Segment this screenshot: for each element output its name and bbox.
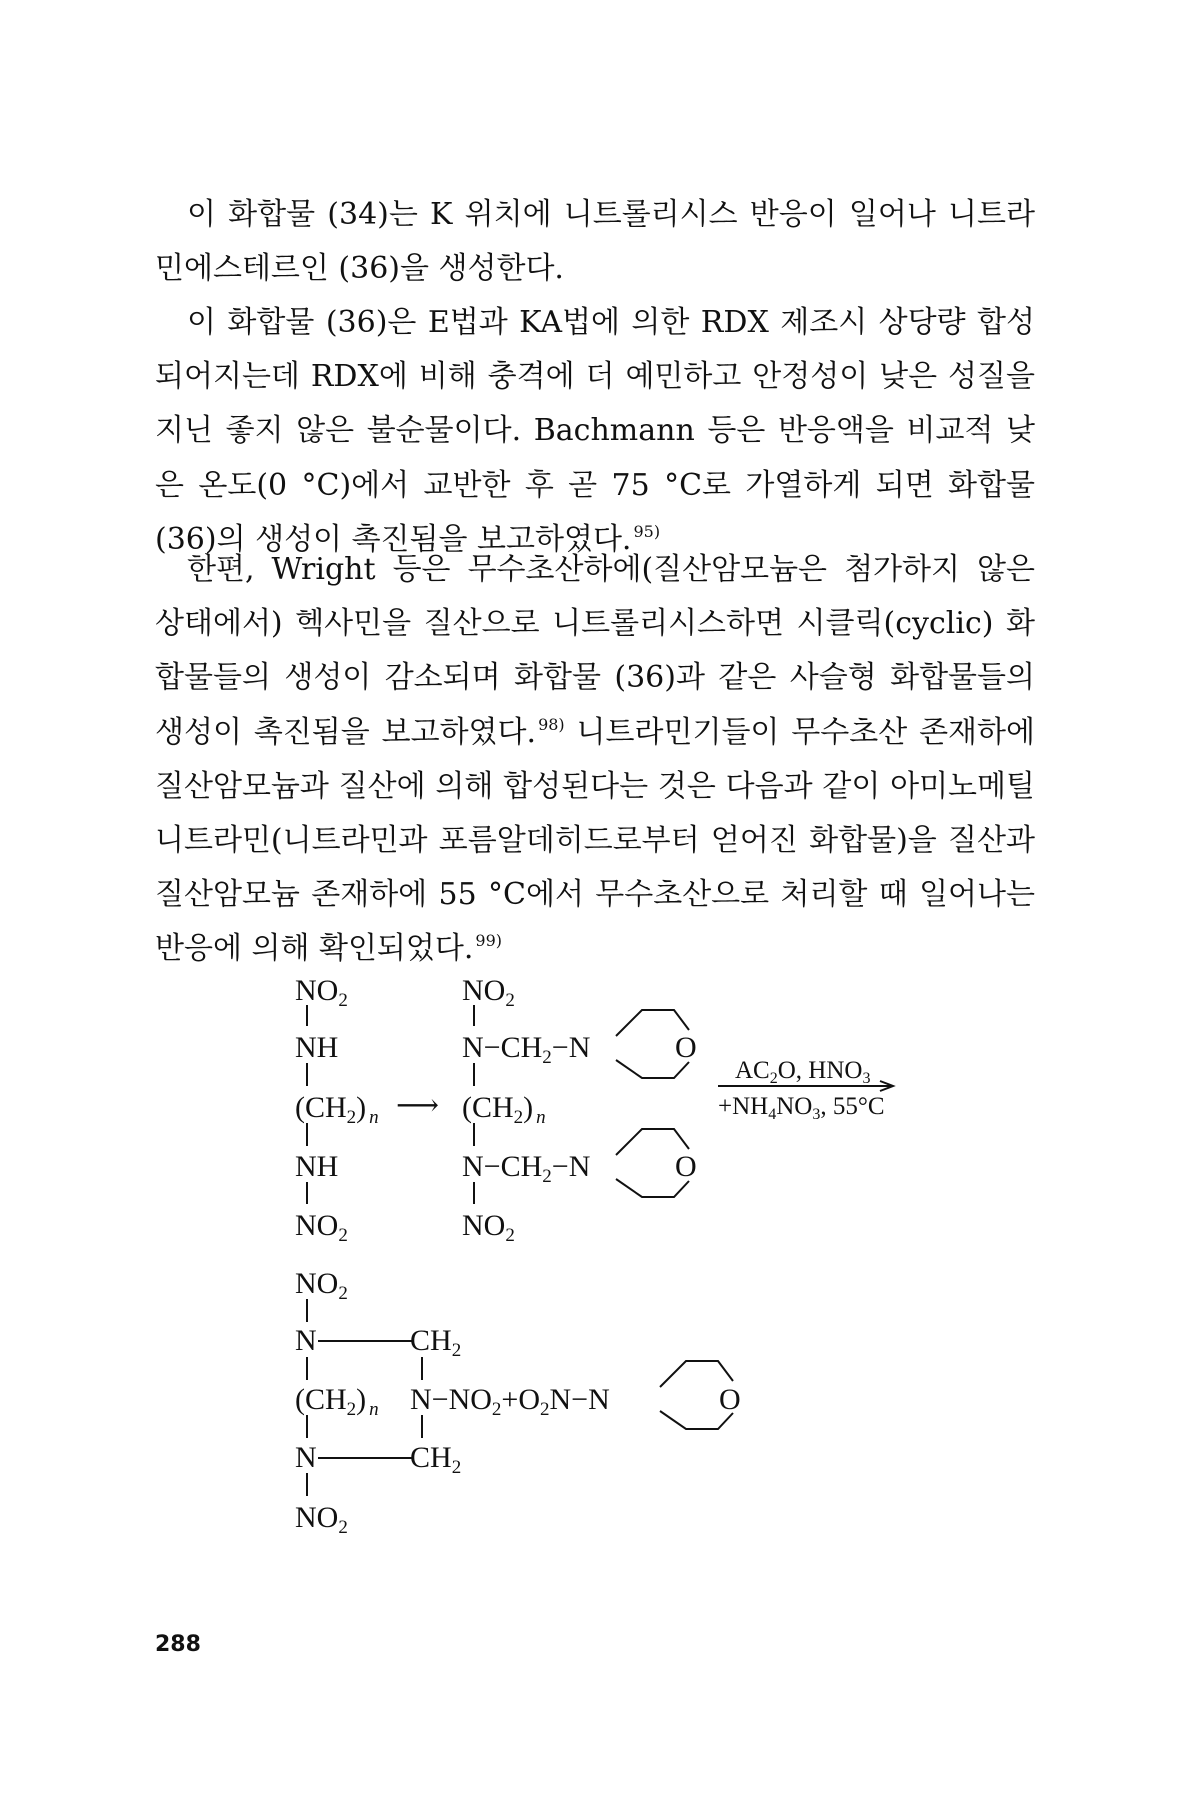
svg-text:(CH2)n: $(CH_2)$ $_n$	[295, 1383, 379, 1420]
product-structure	[295, 1267, 741, 1538]
reference-marker: 98)	[538, 714, 565, 734]
page-number: 288	[155, 1632, 201, 1657]
svg-text:CH2: $CH_2$	[410, 1324, 462, 1361]
svg-text:NO2: $NO_2$	[462, 974, 515, 1011]
svg-text:(CH2)n: $(CH_2)$ $_n$	[462, 1091, 546, 1128]
svg-text:AC2O, HNO3: $AC_2O$, $HNO_3$	[735, 1057, 871, 1087]
svg-text:NH: NH	[295, 1031, 339, 1064]
paragraph-text: 이 화합물 (36)은 E법과 KA법에 의한 RDX 제조시 상당량 합성되어지는데 RDX에 비해 충격에 더 예민하고 안정성이 낮은 성질을 지닌 좋지 않은 불순물이다. Bachmann 등은 반응액을 비교적 낮은 온도(0 °C)에서 교반한 후 곧 75 °C로 가열하게 되면 화합물 (36)의 생성이 촉진됨을 보고하였다.	[155, 305, 1035, 557]
svg-text:N−CH2−N: $N-CH_2-N$	[462, 1031, 591, 1068]
reference-marker: 95)	[633, 521, 661, 541]
svg-text:NO2: $NO_2$	[295, 1267, 348, 1304]
paragraph-text: 이 화합물 (34)는 K 위치에 니트롤리시스 반응이 일어나 니트라민에스테르인 (36)을 생성한다.	[155, 197, 1035, 287]
svg-text:NH: NH	[295, 1150, 339, 1183]
paragraph-text: 한편, Wright 등은 무수초산하에(질산암모늄은 첨가하지 않은 상태에서) 헥사민을 질산으로 니트롤리시스하면 시클릭(cyclic) 화합물들의 생성이 감소되며 화합물 (36)과 같은 사슬형 화합물들의 생성이 촉진됨을 보고하였다.	[155, 552, 1035, 750]
svg-text:O: O	[719, 1383, 741, 1416]
svg-text:NO2: $NO_2$	[295, 974, 348, 1011]
ring-n-label: N	[568, 1031, 591, 1064]
svg-text:+NH4NO3, 55°C: $+NH_4NO_3$, 55°C	[718, 1093, 885, 1123]
svg-text:N: N	[295, 1441, 317, 1474]
svg-text:N−CH2−N: $N-CH_2-N$	[462, 1150, 591, 1187]
svg-text:N−NO2+O2N−N: $N-NO_2+O_2N-N$	[410, 1383, 610, 1420]
ring-o-label: O	[675, 1031, 697, 1064]
svg-text:NO2: $NO_2$	[295, 1501, 348, 1538]
reaction-conditions	[718, 1057, 893, 1123]
svg-text:NO2: $NO_2$	[295, 1209, 348, 1246]
paragraph-text: 니트라민기들이 무수초산 존재하에 질산암모늄과 질산에 의해 합성된다는 것은 다음과 같이 아미노메틸니트라민(니트라민과 포름알데히드로부터 얻어진 화합물)을 질산과 질산암모늄 존재하에 55 °C에서 무수초산으로 처리할 때 일어나는 반응에 의해 확인되었다.	[155, 714, 1036, 967]
intermediate-structure	[462, 974, 697, 1246]
reference-marker: 99)	[475, 931, 503, 951]
reactant-structure	[295, 974, 379, 1246]
svg-text:NO2: $NO_2$	[462, 1209, 515, 1246]
svg-text:N: N	[295, 1324, 317, 1357]
svg-text:O: O	[675, 1150, 697, 1183]
svg-text:(CH2)n: $(CH_2)$ $_n$	[295, 1091, 379, 1128]
svg-text:CH2: $CH_2$	[410, 1441, 462, 1478]
reaction-arrow: ⟶	[396, 1089, 440, 1122]
